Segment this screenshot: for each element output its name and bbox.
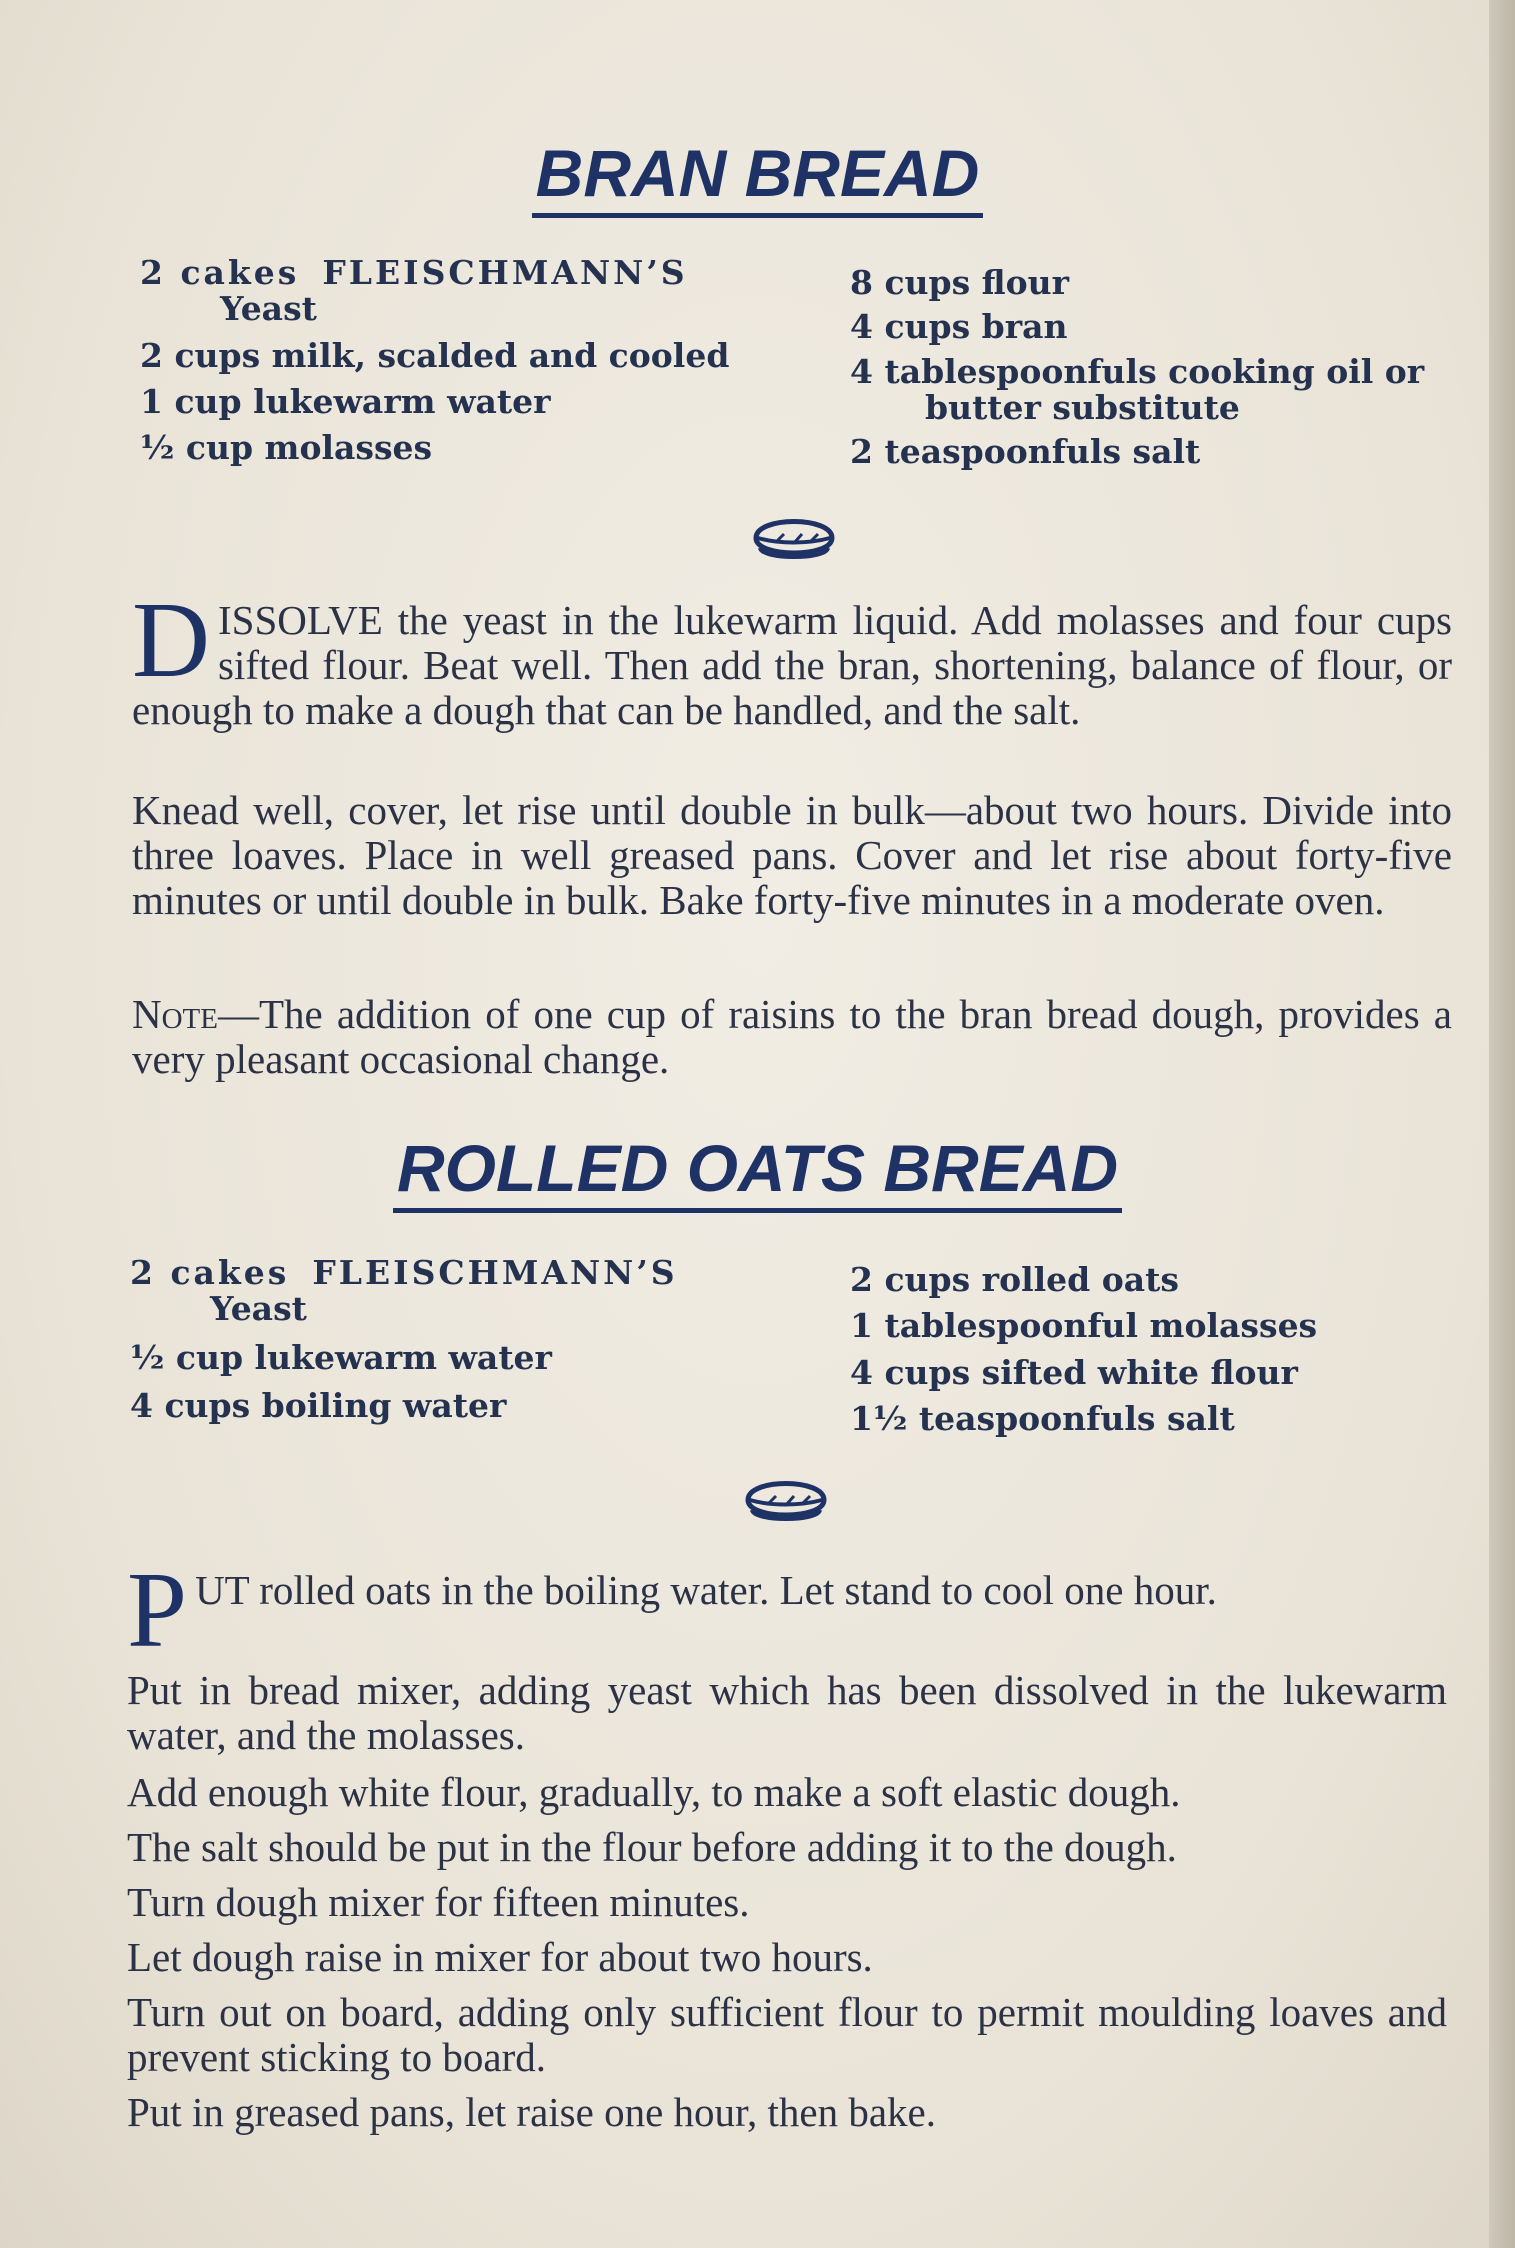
bread-loaf-icon <box>740 1470 832 1532</box>
bran-note: Note—The addition of one cup of raisins to the bran bread dough, provides a very pleasant occasional change. <box>132 991 1452 1082</box>
bran-paragraph-1: DISSOLVE the yeast in the lukewarm liquid. Add molasses and four cups sifted flour. Beat well. Then add the bran, shortening, balance of flour, or enough to make a dough that can be handled, and the salt. <box>132 581 1452 733</box>
oats-paragraph-6: Let dough raise in mixer for about two hours. <box>127 1934 873 1980</box>
oats-paragraph-3: Add enough white flour, gradually, to make a soft elastic dough. <box>127 1769 1181 1815</box>
oats-paragraph-8: Put in greased pans, let raise one hour, then bake. <box>127 2089 937 2135</box>
oats-paragraph-4: The salt should be put in the flour before adding it to the dough. <box>127 1824 1177 1870</box>
recipe-title-bran-bread: BRAN BREAD <box>0 135 1515 218</box>
bran-paragraph-2: Knead well, cover, let rise until double in bulk—about two hours. Divide into three loaves. Place in well greased pans. Cover and let rise about forty-five minutes or until double in bulk. Bake forty-five minutes in a moderate oven. <box>132 787 1452 923</box>
ingredients-right-bran: 8 cups flour 4 cups bran 4 tablespoonfuls cooking oil or butter substitute 2 teaspoonfuls salt <box>850 263 1425 472</box>
oats-paragraph-1: PUT rolled oats in the boiling water. Let stand to cool one hour. <box>127 1551 1217 1670</box>
oats-paragraph-2: Put in bread mixer, adding yeast which has been dissolved in the lukewarm water, and the molasses. <box>127 1667 1447 1758</box>
ingredients-left-oats: 2 cakes FLEISCHMANN’S Yeast ½ cup lukewarm water 4 cups boiling water <box>130 1253 678 1425</box>
oats-paragraph-7: Turn out on board, adding only sufficient flour to permit moulding loaves and prevent sticking to board. <box>127 1989 1447 2080</box>
recipe-title-rolled-oats-bread: ROLLED OATS BREAD <box>0 1130 1515 1213</box>
oats-paragraph-5: Turn dough mixer for fifteen minutes. <box>127 1879 750 1925</box>
ingredients-right-oats: 2 cups rolled oats 1 tablespoonful molasses 4 cups sifted white flour 1½ teaspoonfuls salt <box>850 1260 1318 1438</box>
page-edge <box>1489 0 1515 2248</box>
bread-loaf-icon <box>748 508 840 570</box>
ingredients-left-bran: 2 cakes FLEISCHMANN’S Yeast 2 cups milk, scalded and cooled 1 cup lukewarm water ½ cup molasses <box>140 253 730 468</box>
